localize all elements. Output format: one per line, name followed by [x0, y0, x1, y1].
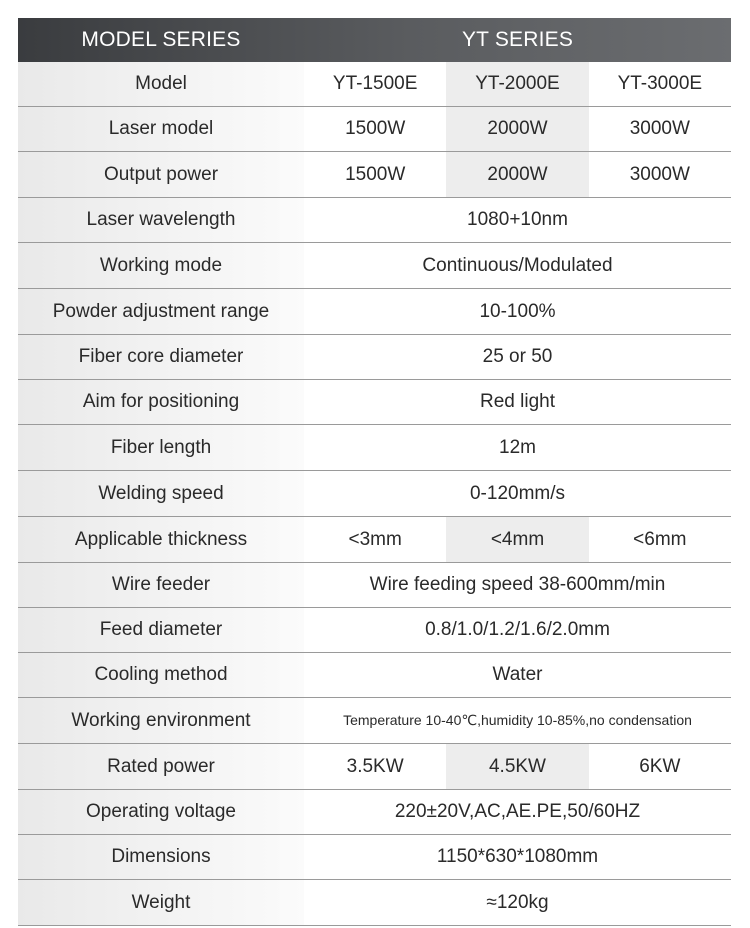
row-label: Dimensions — [18, 835, 304, 879]
row-value: 0.8/1.0/1.2/1.6/2.0mm — [304, 608, 731, 652]
table-row-aim-for-positioning — [18, 380, 731, 425]
row-label: Model — [18, 62, 304, 106]
row-value: <3mm — [304, 517, 446, 562]
row-value: 4.5KW — [446, 744, 588, 789]
spec-table — [18, 18, 731, 926]
row-value: 1500W — [304, 107, 446, 151]
table-row-dimensions — [18, 835, 731, 880]
row-label: Powder adjustment range — [18, 289, 304, 334]
table-row-welding-speed — [18, 471, 731, 517]
row-value: <6mm — [589, 517, 731, 562]
row-label: Laser model — [18, 107, 304, 151]
row-label: Applicable thickness — [18, 517, 304, 562]
row-label: Fiber length — [18, 425, 304, 470]
row-value: 10-100% — [304, 289, 731, 334]
row-value: Wire feeding speed 38-600mm/min — [304, 563, 731, 607]
header-model-series: MODEL SERIES — [81, 28, 241, 51]
row-value: 1080+10nm — [304, 198, 731, 242]
table-row-model — [18, 62, 731, 107]
row-value: Red light — [304, 380, 731, 424]
row-label: Weight — [18, 880, 304, 925]
row-label: Working mode — [18, 243, 304, 288]
table-row-rated-power — [18, 744, 731, 790]
row-value: 0-120mm/s — [304, 471, 731, 516]
row-label: Aim for positioning — [18, 380, 304, 424]
row-label: Feed diameter — [18, 608, 304, 652]
row-value: YT-2000E — [446, 62, 588, 106]
row-value: ≈120kg — [304, 880, 731, 925]
row-label: Wire feeder — [18, 563, 304, 607]
table-row-operating-voltage — [18, 790, 731, 835]
table-row-laser-model — [18, 107, 731, 152]
row-value: 1150*630*1080mm — [304, 835, 731, 879]
row-label: Output power — [18, 152, 304, 197]
row-value: Continuous/Modulated — [304, 243, 731, 288]
row-value: 1500W — [304, 152, 446, 197]
row-value: 12m — [304, 425, 731, 470]
row-value: 3000W — [589, 152, 731, 197]
row-value: <4mm — [446, 517, 588, 562]
table-header — [18, 18, 731, 62]
row-value: 2000W — [446, 107, 588, 151]
table-row-feed-diameter — [18, 608, 731, 653]
row-label: Cooling method — [18, 653, 304, 697]
row-value: 6KW — [589, 744, 731, 789]
table-row-wire-feeder — [18, 563, 731, 608]
table-row-applicable-thickness — [18, 517, 731, 563]
table-row-fiber-length — [18, 425, 731, 471]
table-row-weight — [18, 880, 731, 926]
row-label: Laser wavelength — [18, 198, 304, 242]
row-label: Rated power — [18, 744, 304, 789]
table-row-cooling-method — [18, 653, 731, 698]
table-row-powder-adjustment-range — [18, 289, 731, 335]
table-row-laser-wavelength — [18, 198, 731, 243]
table-row-working-mode — [18, 243, 731, 289]
row-value: Water — [304, 653, 731, 697]
row-value: 3000W — [589, 107, 731, 151]
row-value: YT-1500E — [304, 62, 446, 106]
row-label: Welding speed — [18, 471, 304, 516]
row-value: 3.5KW — [304, 744, 446, 789]
row-value: 25 or 50 — [304, 335, 731, 379]
row-value: YT-3000E — [589, 62, 731, 106]
table-row-output-power — [18, 152, 731, 198]
row-label: Fiber core diameter — [18, 335, 304, 379]
row-value: 2000W — [446, 152, 588, 197]
header-yt-series: YT SERIES — [461, 28, 574, 51]
row-label: Operating voltage — [18, 790, 304, 834]
table-row-fiber-core-diameter — [18, 335, 731, 380]
table-row-working-environment — [18, 698, 731, 744]
row-value: Temperature 10-40℃,humidity 10-85%,no condensation — [304, 698, 731, 743]
row-label: Working environment — [18, 698, 304, 743]
row-value: 220±20V,AC,AE.PE,50/60HZ — [304, 790, 731, 834]
